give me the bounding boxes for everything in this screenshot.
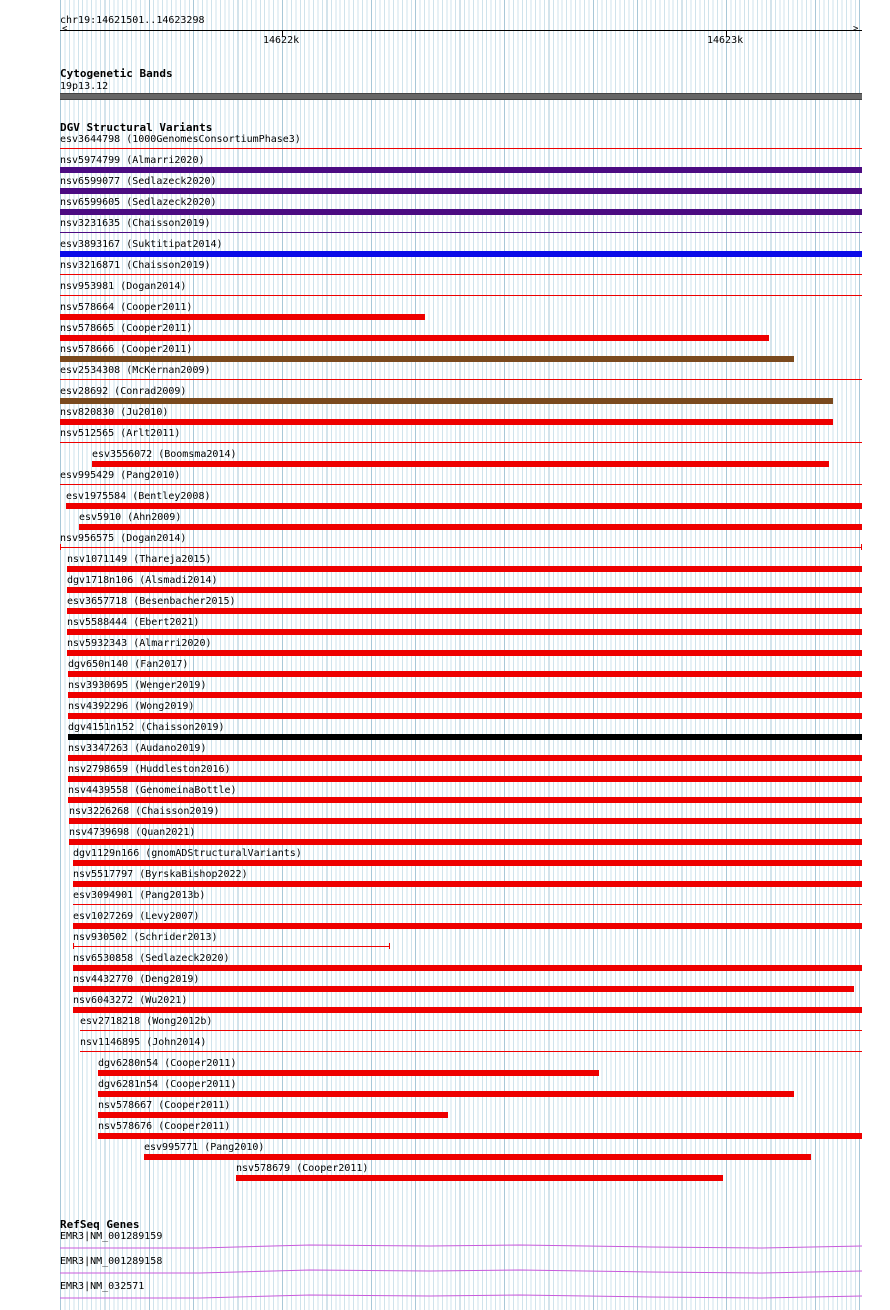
variant-feature[interactable] xyxy=(60,188,862,194)
variant-feature[interactable] xyxy=(68,797,862,803)
variant-feature[interactable] xyxy=(60,148,862,149)
variant-feature[interactable] xyxy=(68,776,862,782)
variant-feature[interactable] xyxy=(98,1112,448,1118)
ruler-tick-label: 14623k xyxy=(707,35,744,46)
variant-feature[interactable] xyxy=(98,1070,599,1076)
variant-feature[interactable] xyxy=(60,274,862,275)
gene-feature[interactable] xyxy=(0,1268,890,1276)
variant-label: nsv4432770 (Deng2019) xyxy=(73,974,200,985)
variant-feature[interactable] xyxy=(60,232,862,233)
variant-label: esv3644798 (1000GenomesConsortiumPhase3) xyxy=(60,134,301,145)
refseq-track-title[interactable]: RefSeq Genes xyxy=(60,1218,140,1231)
variant-label: nsv578679 (Cooper2011) xyxy=(236,1163,369,1174)
variant-label: nsv3216871 (Chaisson2019) xyxy=(60,260,211,271)
variant-label: nsv1146895 (John2014) xyxy=(80,1037,207,1048)
variant-feature[interactable] xyxy=(60,379,862,380)
variant-feature[interactable] xyxy=(68,671,862,677)
variant-feature[interactable] xyxy=(73,986,854,992)
variant-label: nsv4392296 (Wong2019) xyxy=(68,701,195,712)
gene-line xyxy=(60,1245,862,1248)
variant-label: dgv650n140 (Fan2017) xyxy=(68,659,189,670)
gene-label: EMR3|NM_032571 xyxy=(60,1281,145,1292)
variant-label: nsv5932343 (Almarri2020) xyxy=(67,638,212,649)
variant-label: nsv1071149 (Thareja2015) xyxy=(67,554,212,565)
variant-label: nsv930502 (Schrider2013) xyxy=(73,932,218,943)
variant-feature[interactable] xyxy=(73,860,862,866)
variant-feature[interactable] xyxy=(66,503,862,509)
variant-label: esv5910 (Ahn2009) xyxy=(79,512,182,523)
variant-label: nsv5974799 (Almarri2020) xyxy=(60,155,205,166)
variant-end-tick xyxy=(60,544,61,550)
variant-feature[interactable] xyxy=(236,1175,723,1181)
variant-feature[interactable] xyxy=(73,881,862,887)
variant-feature[interactable] xyxy=(60,547,862,548)
cytoband-track-title[interactable]: Cytogenetic Bands xyxy=(60,67,173,80)
variant-feature[interactable] xyxy=(144,1154,811,1160)
cytoband-label: 19p13.12 xyxy=(60,81,109,92)
variant-label: esv3556072 (Boomsma2014) xyxy=(92,449,237,460)
variant-label: nsv578676 (Cooper2011) xyxy=(98,1121,231,1132)
variant-feature[interactable] xyxy=(60,314,425,320)
variant-feature[interactable] xyxy=(60,356,794,362)
variant-label: nsv5588444 (Ebert2021) xyxy=(67,617,200,628)
variant-end-tick xyxy=(389,943,390,949)
variant-feature[interactable] xyxy=(69,839,862,845)
variant-label: nsv2798659 (Huddleston2016) xyxy=(68,764,231,775)
variant-label: esv995771 (Pang2010) xyxy=(144,1142,265,1153)
variant-end-tick xyxy=(73,943,74,949)
variant-feature[interactable] xyxy=(67,608,862,614)
variant-label: nsv6530858 (Sedlazeck2020) xyxy=(73,953,230,964)
variant-label: esv1027269 (Levy2007) xyxy=(73,911,200,922)
gene-line xyxy=(60,1295,862,1298)
variant-label: nsv578664 (Cooper2011) xyxy=(60,302,193,313)
variant-feature[interactable] xyxy=(60,398,833,404)
location-label: chr19:14621501..14623298 xyxy=(60,15,205,26)
variant-label: nsv953981 (Dogan2014) xyxy=(60,281,187,292)
variant-feature[interactable] xyxy=(98,1133,862,1139)
variant-feature[interactable] xyxy=(60,209,862,215)
variant-label: dgv4151n152 (Chaisson2019) xyxy=(68,722,225,733)
variant-feature[interactable] xyxy=(68,692,862,698)
variant-feature[interactable] xyxy=(67,587,862,593)
variant-label: nsv3226268 (Chaisson2019) xyxy=(69,806,220,817)
variant-feature[interactable] xyxy=(80,1030,862,1031)
variant-feature[interactable] xyxy=(60,442,862,443)
gene-line xyxy=(60,1270,862,1273)
ruler-tick-label: 14622k xyxy=(263,35,300,46)
variant-label: nsv820830 (Ju2010) xyxy=(60,407,169,418)
variant-label: dgv6281n54 (Cooper2011) xyxy=(98,1079,237,1090)
variant-feature[interactable] xyxy=(73,1007,862,1013)
variant-label: nsv578666 (Cooper2011) xyxy=(60,344,193,355)
variant-label: nsv578665 (Cooper2011) xyxy=(60,323,193,334)
variant-feature[interactable] xyxy=(69,818,862,824)
variant-label: nsv4739698 (Quan2021) xyxy=(69,827,196,838)
variant-label: nsv512565 (Arlt2011) xyxy=(60,428,181,439)
variant-feature[interactable] xyxy=(67,650,862,656)
variant-label: nsv6599077 (Sedlazeck2020) xyxy=(60,176,217,187)
variant-feature[interactable] xyxy=(73,904,862,905)
variant-feature[interactable] xyxy=(73,965,862,971)
variant-feature[interactable] xyxy=(60,251,862,257)
variant-label: esv995429 (Pang2010) xyxy=(60,470,181,481)
variant-feature[interactable] xyxy=(68,755,862,761)
variant-feature[interactable] xyxy=(68,734,862,740)
variant-feature[interactable] xyxy=(67,629,862,635)
dgv-track-title[interactable]: DGV Structural Variants xyxy=(60,121,213,134)
variant-label: nsv5517797 (ByrskaBishop2022) xyxy=(73,869,248,880)
variant-label: esv2718218 (Wong2012b) xyxy=(80,1016,213,1027)
variant-feature[interactable] xyxy=(67,566,862,572)
variant-label: nsv4439558 (GenomeinaBottle) xyxy=(68,785,237,796)
ruler-right-arrow-icon: > xyxy=(853,24,859,34)
variant-label: dgv1129n166 (gnomADStructuralVariants) xyxy=(73,848,302,859)
ruler-axis xyxy=(60,30,862,31)
variant-label: dgv6280n54 (Cooper2011) xyxy=(98,1058,237,1069)
variant-label: esv3893167 (Suktitipat2014) xyxy=(60,239,223,250)
variant-label: esv3657718 (Besenbacher2015) xyxy=(67,596,236,607)
gene-label: EMR3|NM_001289159 xyxy=(60,1231,163,1242)
variant-feature[interactable] xyxy=(60,419,833,425)
variant-feature[interactable] xyxy=(60,335,769,341)
variant-label: esv28692 (Conrad2009) xyxy=(60,386,187,397)
variant-label: nsv6043272 (Wu2021) xyxy=(73,995,188,1006)
variant-label: esv3094901 (Pang2013b) xyxy=(73,890,206,901)
variant-label: nsv578667 (Cooper2011) xyxy=(98,1100,231,1111)
cytoband-band[interactable] xyxy=(60,93,862,100)
variant-label: esv2534308 (McKernan2009) xyxy=(60,365,211,376)
variant-label: dgv1718n106 (Alsmadi2014) xyxy=(67,575,218,586)
variant-feature[interactable] xyxy=(92,461,829,467)
variant-feature[interactable] xyxy=(73,946,390,947)
variant-label: nsv3231635 (Chaisson2019) xyxy=(60,218,211,229)
variant-feature[interactable] xyxy=(60,484,862,485)
variant-label: nsv3930695 (Wenger2019) xyxy=(68,680,207,691)
variant-feature[interactable] xyxy=(60,167,862,173)
variant-label: nsv956575 (Dogan2014) xyxy=(60,533,187,544)
variant-feature[interactable] xyxy=(68,713,862,719)
variant-feature[interactable] xyxy=(98,1091,794,1097)
variant-feature[interactable] xyxy=(80,1051,862,1052)
gene-label: EMR3|NM_001289158 xyxy=(60,1256,163,1267)
variant-label: nsv6599605 (Sedlazeck2020) xyxy=(60,197,217,208)
variant-feature[interactable] xyxy=(60,295,862,296)
variant-end-tick xyxy=(861,544,862,550)
gene-feature[interactable] xyxy=(0,1243,890,1251)
variant-feature[interactable] xyxy=(79,524,862,530)
gene-feature[interactable] xyxy=(0,1293,890,1301)
variant-label: nsv3347263 (Audano2019) xyxy=(68,743,207,754)
ruler-left-arrow-icon: < xyxy=(62,24,68,34)
variant-label: esv1975584 (Bentley2008) xyxy=(66,491,211,502)
variant-feature[interactable] xyxy=(73,923,862,929)
